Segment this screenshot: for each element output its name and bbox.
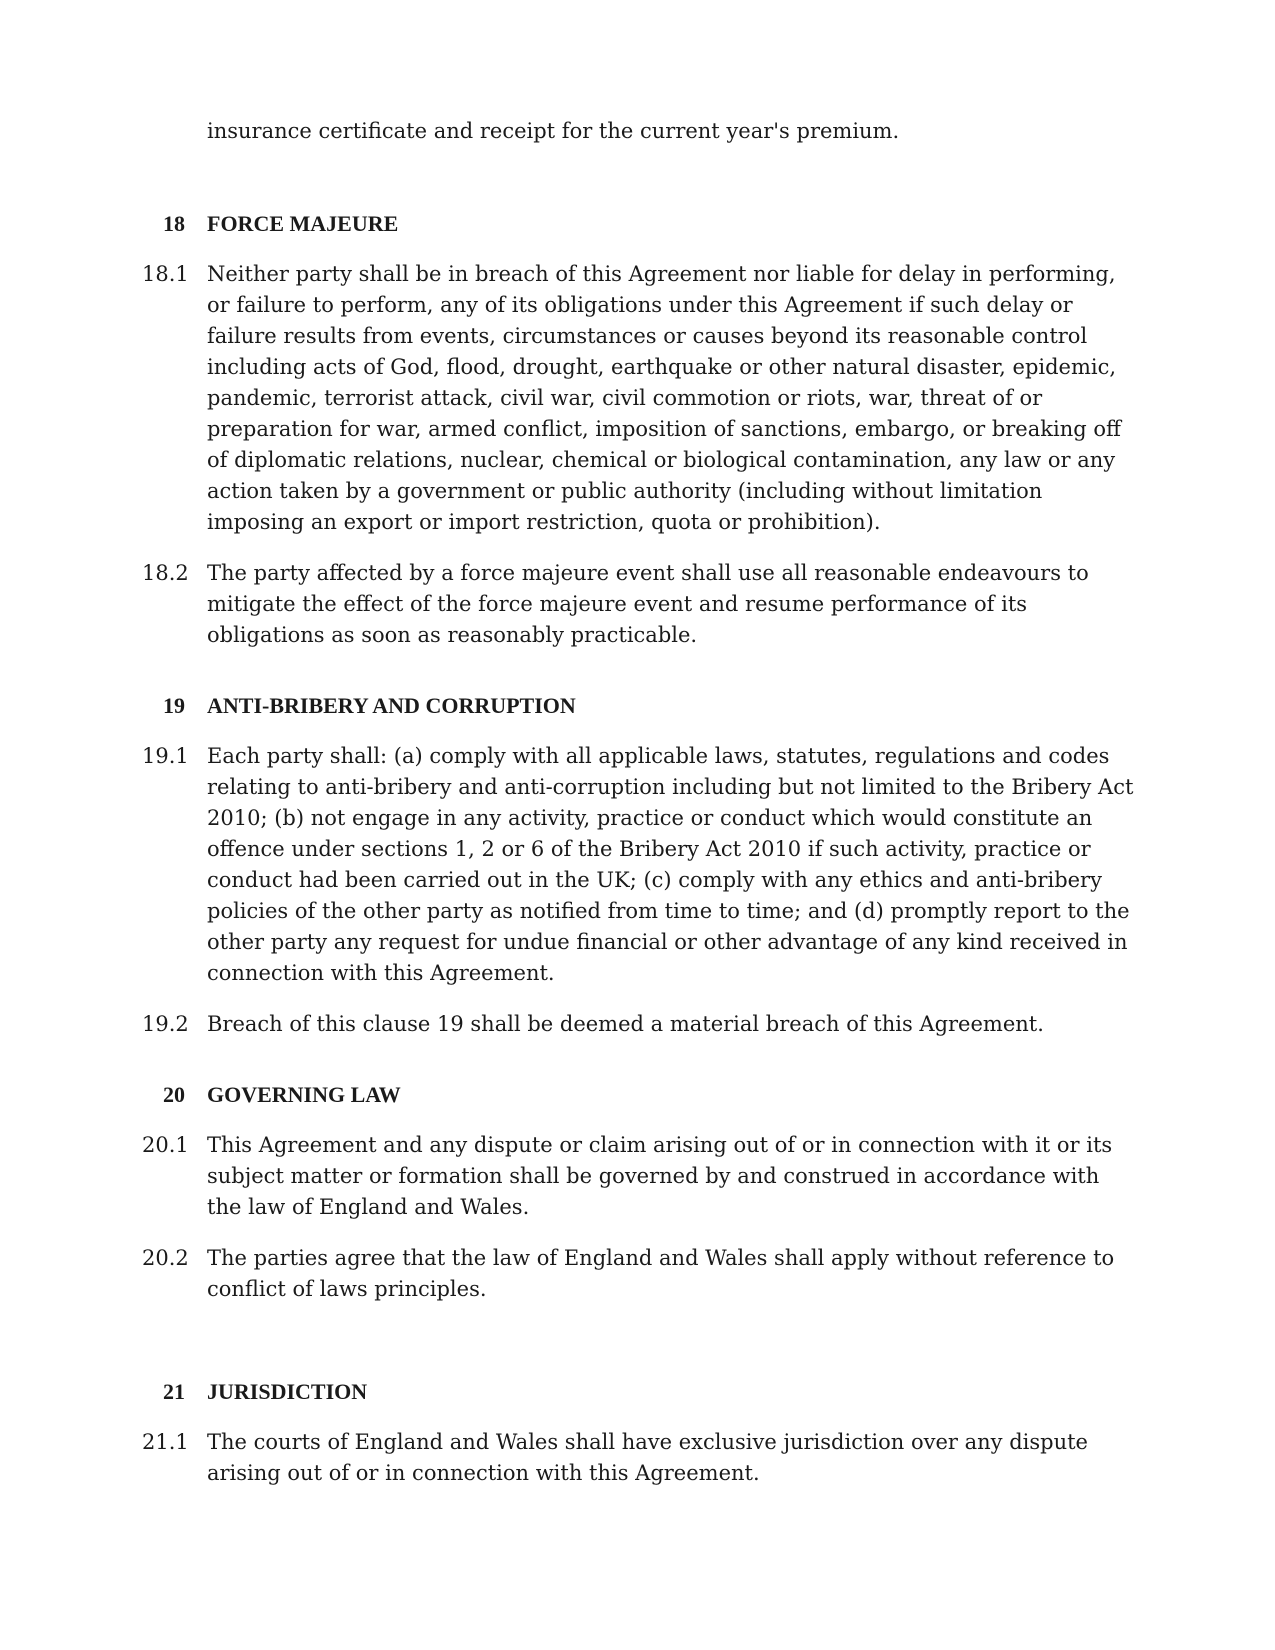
clause-text: Neither party shall be in breach of this Agreement nor liable for delay in performing, or failure to perform, any of its obligations under this Agreement if such delay or failure results from events, circumstances or causes beyond its reasonable control including acts of God, flood, drought, earthquake or other natural disaster, epidemic, pandemic, terrorist attack, civil war, civil commotion or riots, war, threat of or preparation for war, armed conflict, imposition of sanctions, embargo, or breaking off of diplomatic relations, nuclear, chemical or biological contamination, any law or any action taken by a government or public authority (including without limitation imposing an export or import restriction, quota or prohibition). bbox=[207, 262, 1121, 534]
clause-text: The courts of England and Wales shall have exclusive jurisdiction over any dispute arising out of or in connection with this Agreement. bbox=[207, 1430, 1088, 1485]
clause-number: 21.1 bbox=[142, 1430, 189, 1454]
section-20 bbox=[0, 1079, 1275, 1305]
clause-18-1 bbox=[0, 259, 1275, 538]
section-19 bbox=[0, 690, 1275, 1040]
section-title: ANTI-BRIBERY AND CORRUPTION bbox=[207, 693, 576, 718]
clause-number: 19.2 bbox=[142, 1012, 189, 1036]
section-number: 20 bbox=[163, 1082, 185, 1107]
section-heading bbox=[0, 1079, 1275, 1110]
clause-number: 18.1 bbox=[142, 262, 189, 286]
section-number: 19 bbox=[163, 693, 185, 718]
clause-19-2 bbox=[0, 1009, 1275, 1040]
clause-text: The parties agree that the law of England and Wales shall apply without reference to conflict of laws principles. bbox=[207, 1246, 1115, 1301]
clause-20-1 bbox=[0, 1130, 1275, 1223]
clause-text: This Agreement and any dispute or claim arising out of or in connection with it or its subject matter or formation shall be governed by and construed in accordance with the law of England and Wales. bbox=[207, 1133, 1113, 1219]
clause-text: Breach of this clause 19 shall be deemed a material breach of this Agreement. bbox=[207, 1012, 1044, 1036]
section-number: 21 bbox=[163, 1379, 185, 1404]
clause-number: 19.1 bbox=[142, 744, 189, 768]
section-18 bbox=[0, 208, 1275, 651]
section-title: FORCE MAJEURE bbox=[207, 211, 399, 236]
section-heading bbox=[0, 208, 1275, 239]
clause-18-2 bbox=[0, 558, 1275, 651]
section-21 bbox=[0, 1376, 1275, 1489]
clause-20-2 bbox=[0, 1243, 1275, 1305]
clause-text: Each party shall: (a) comply with all applicable laws, statutes, regulations and codes relating to anti-bribery and anti-corruption including but not limited to the Bribery Act 2010; (b) not engage in any activity, practice or conduct which would constitute an offence under sections 1, 2 or 6 of the Bribery Act 2010 if such activity, practice or conduct had been carried out in the UK; (c) comply with any ethics and anti-bribery policies of the other party as notified from time to time; and (d) promptly report to the other party any request for undue financial or other advantage of any kind received in connection with this Agreement. bbox=[207, 744, 1134, 985]
section-title: JURISDICTION bbox=[207, 1379, 368, 1404]
section-heading bbox=[0, 690, 1275, 721]
clause-number: 18.2 bbox=[142, 561, 189, 585]
clause-21-1 bbox=[0, 1427, 1275, 1489]
clause-19-1 bbox=[0, 741, 1275, 989]
clause-text: The party affected by a force majeure event shall use all reasonable endeavours to mitigate the effect of the force majeure event and resume performance of its obligations as soon as reasonably practicable. bbox=[207, 561, 1089, 647]
section-number: 18 bbox=[163, 211, 185, 236]
continued-paragraph: insurance certificate and receipt for the current year's premium. bbox=[207, 119, 900, 143]
clause-number: 20.1 bbox=[142, 1133, 189, 1157]
clause-number: 20.2 bbox=[142, 1246, 189, 1270]
section-heading bbox=[0, 1376, 1275, 1407]
section-title: GOVERNING LAW bbox=[207, 1082, 401, 1107]
